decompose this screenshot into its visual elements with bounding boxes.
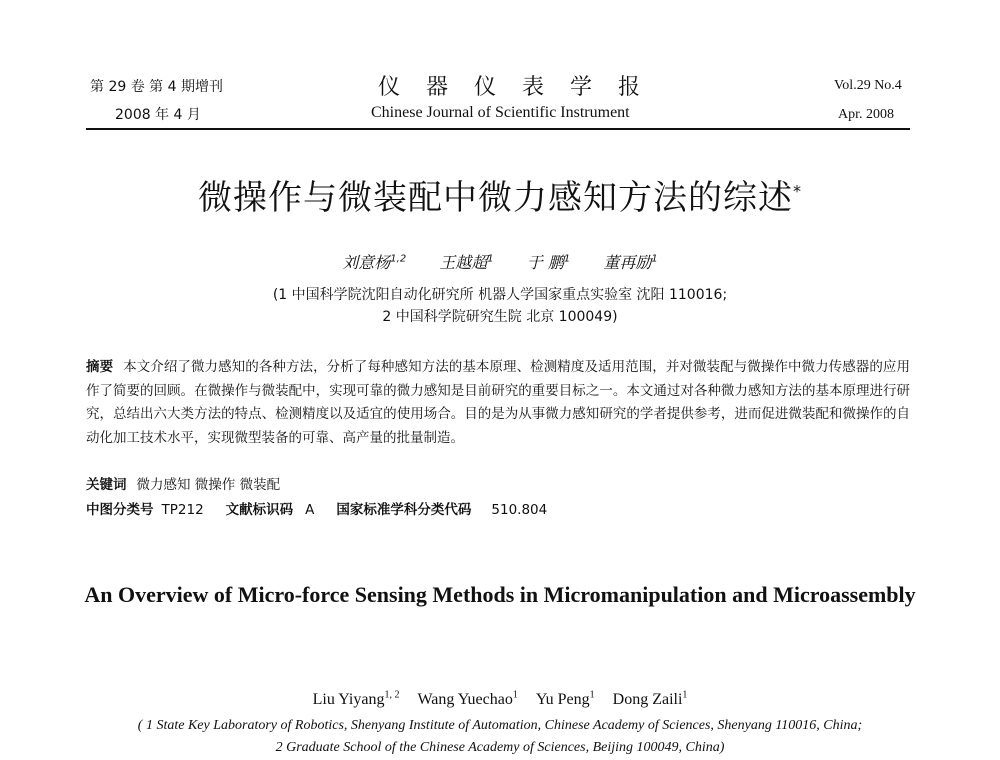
paper-title-en: An Overview of Micro-force Sensing Methods in Micromanipulation and Microassembly [84,582,916,607]
volume-issue-cn: 第 29 卷 第 4 期增刊 [90,79,223,95]
author-en: Dong Zaili$^1$ [612,690,688,709]
authors-cn [0,250,1000,273]
author-cn: 刘意杨$^{1,2}$ [342,253,407,272]
abstract [86,356,910,450]
clc-label: 中图分类号 [86,502,154,518]
author-en: Yu Peng$^1$ [535,690,595,709]
affiliation-cn-1: (1 中国科学院沈阳自动化研究所 机器人学国家重点实验室 沈阳 110016; [272,287,728,303]
doc-code-value: A [305,502,315,518]
date-en: Apr. 2008 [838,107,894,122]
affiliation-cn-2: 2 中国科学院研究生院 北京 100049) [382,309,618,325]
keywords [86,474,910,498]
author-en: Liu Yiyang$^{1, 2}$ [312,690,400,709]
affiliation-en-1: ( 1 State Key Laboratory of Robotics, Shenyang Institute of Automation, Chinese Academy of Sciences, Shenyang 110016, China; [137,718,863,733]
journal-name-cn: 仪器仪表学报 [378,75,667,100]
classification [86,499,910,523]
abstract-label: 摘要 [86,359,114,375]
paper-title-cn-text: 微操作与微装配中微力感知方法的综述 [198,178,793,218]
volume-issue-en: Vol.29 No.4 [834,78,902,93]
author-cn: 董再励$^1$ [603,253,658,272]
author-cn: 王越超$^1$ [439,253,494,272]
keywords-label: 关键词 [86,477,127,493]
std-code-value: 510.804 [491,502,548,518]
abstract-text: 本文介绍了微力感知的各种方法，分析了每种感知方法的基本原理、检测精度及适用范围，并对微装配与微操作中微力传感器的应用作了简要的回顾。在微操作与微装配中，实现可靠的微力感知是目前研究的重要目标之一。本文通过对各种微力感知方法的基本原理进行研究，总结出六大类方法的特点、检测精度以及适宜的使用场合。目的是为从事微力感知研究的学者提供参考，进而促进微装配和微操作的自动化加工技术水平，实现微型装备的可靠、高产量的批量制造。 [86,359,911,446]
author-cn: 于 鹏$^1$ [526,253,571,272]
std-code-label: 国家标准学科分类代码 [336,502,472,518]
title-footnote-mark: * [793,181,802,201]
doc-code-label: 文献标识码 [225,502,294,518]
affiliation-en-2: 2 Graduate School of the Chinese Academy of Sciences, Beijing 100049, China) [275,740,725,755]
header-rule [86,128,910,130]
journal-name-en: Chinese Journal of Scientific Instrument [371,104,630,121]
paper-title-cn [0,170,1000,219]
author-en: Wang Yuechao$^1$ [417,690,518,709]
keywords-text: 微力感知 微操作 微装配 [136,477,281,493]
authors-en [0,690,1000,709]
date-cn: 2008 年 4 月 [115,107,201,123]
clc-value: TP212 [161,502,204,518]
